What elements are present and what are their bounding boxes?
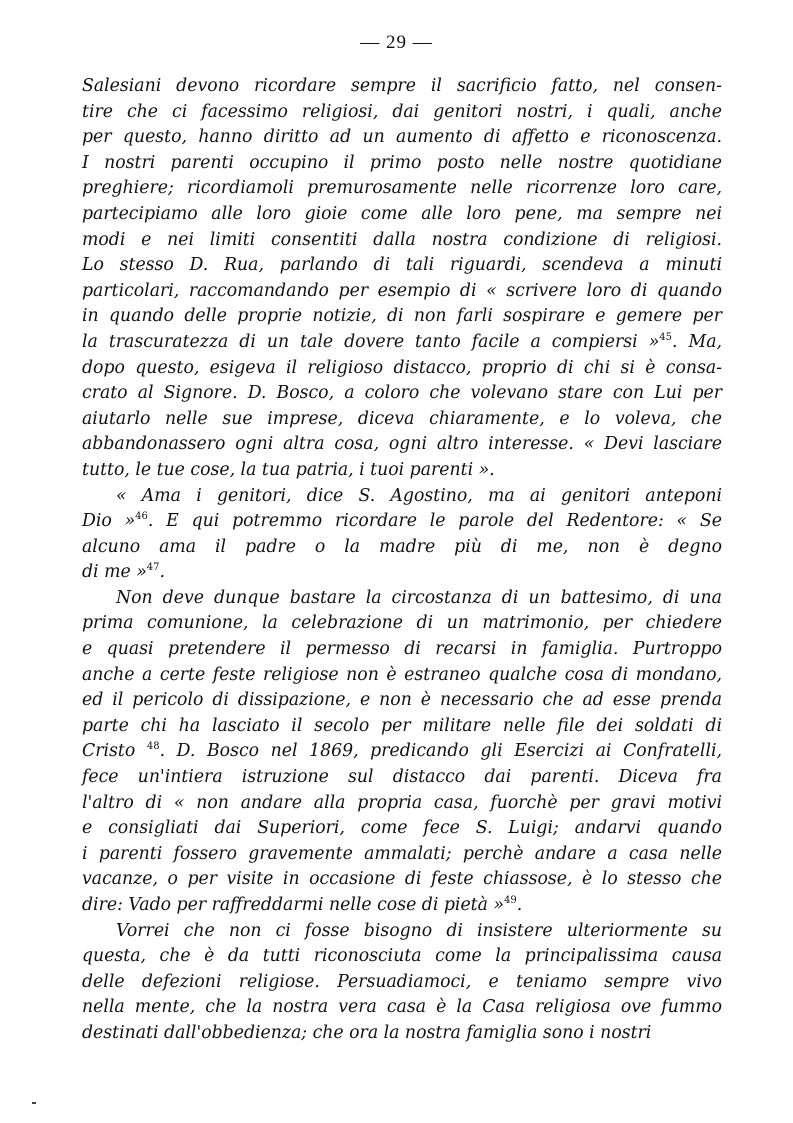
paragraph — [82, 74, 722, 484]
text-line: preghiere; ricordiamoli premurosamente nelle ricorrenze loro care, — [82, 178, 722, 199]
text-line: Vorrei che non ci fosse bisogno di insistere ulteriormente su — [116, 920, 722, 941]
text-line: Salesiani devono ricordare sempre il sacrificio fatto, nel consen- — [82, 76, 722, 96]
text-line: i parenti fossero gravemente ammalati; perchè andare a casa nelle — [82, 843, 722, 864]
page-number: — 29 — — [360, 32, 433, 53]
text-line: delle defezioni religiose. Persuadiamoci, e teniamo sempre vivo — [82, 971, 722, 992]
text-line: e quasi pretendere il permesso di recarsi in famiglia. Purtroppo — [82, 639, 722, 660]
text-line: questa, che è da tutti riconosciuta come la principalissima causa — [82, 946, 722, 967]
text-line: Lo stesso D. Rua, parlando di tali riguardi, scendeva a minuti — [82, 255, 722, 276]
text-line: la trascuratezza di un tale dovere tanto facile a compiersi »$^{45}$. Ma, — [82, 331, 722, 352]
text-line: Dio »$^{46}$. E qui potremmo ricordare le parole del Redentore: « Se — [82, 511, 722, 532]
footnote-marker: 46 — [135, 511, 148, 523]
text-line: abbandonassero ogni altra cosa, ogni altro interesse. « Devi lasciare — [82, 434, 722, 455]
text-line: dopo questo, esigeva il religioso distacco, proprio di chi si è consa- — [82, 357, 722, 378]
paragraph — [82, 484, 722, 586]
text-line: fece un'intiera istruzione sul distacco dai parenti. Diceva fra — [82, 767, 722, 788]
paragraph — [82, 586, 722, 919]
text-line: per questo, hanno diritto ad un aumento di affetto e riconoscenza. — [82, 127, 722, 148]
text-line: particolari, raccomandando per esempio di « scrivere loro di quando — [82, 280, 722, 301]
text-line: tutto, le tue cose, la tua patria, i tuoi parenti ». — [82, 459, 495, 480]
paragraph — [82, 919, 722, 1047]
text-line: modi e nei limiti consentiti dalla nostra condizione di religiosi. — [82, 229, 722, 250]
text-line: parte chi ha lasciato il secolo per militare nelle file dei soldati di — [82, 715, 722, 736]
text-line: « Ama i genitori, dice S. Agostino, ma ai genitori anteponi — [116, 485, 722, 506]
text-line: vacanze, o per visite in occasione di feste chiassose, è lo stesso che — [82, 869, 722, 890]
text-line: ed il pericolo di dissipazione, e non è necessario che ad esse prenda — [82, 690, 722, 711]
footnote-marker: 49 — [504, 895, 517, 907]
text-line: in quando delle proprie notizie, di non farli sospirare e gemere per — [82, 306, 722, 327]
text-line: di me »$^{47}$. — [82, 562, 165, 583]
text-line: alcuno ama il padre o la madre più di me, non è degno — [82, 536, 722, 557]
text-line: crato al Signore. D. Bosco, a coloro che volevano stare con Lui per — [82, 383, 722, 404]
text-line: prima comunione, la celebrazione di un matrimonio, per chiedere — [82, 613, 722, 634]
footnote-marker: 48 — [146, 741, 160, 753]
scan-speck — [32, 1102, 36, 1104]
text-line: I nostri parenti occupino il primo posto nelle nostre quotidiane — [82, 152, 722, 173]
text-line: tire che ci facessimo religiosi, dai genitori nostri, i quali, anche — [82, 101, 722, 122]
text-line: l'altro di « non andare alla propria casa, fuorchè per gravi motivi — [82, 792, 722, 813]
text-line: destinati dall'obbedienza; che ora la nostra famiglia sono i nostri — [82, 1022, 652, 1043]
text-line: dire: Vado per raffreddarmi nelle cose di pietà »$^{49}$. — [82, 895, 523, 915]
text-line: Non deve dunque bastare la circostanza di un battesimo, di una — [116, 587, 722, 608]
text-line: nella mente, che la nostra vera casa è la Casa religiosa ove fummo — [82, 997, 722, 1018]
text-line: aiutarlo nelle sue imprese, diceva chiaramente, e lo voleva, che — [82, 408, 722, 429]
text-line: Cristo $^{48}$. D. Bosco nel 1869, predicando gli Esercizi ai Confratelli, — [82, 741, 722, 762]
body-text — [82, 74, 722, 1047]
text-line: anche a certe feste religiose non è estraneo qualche cosa di mondano, — [82, 664, 722, 685]
footnote-marker: 45 — [659, 332, 672, 344]
footnote-marker: 47 — [146, 562, 160, 574]
text-line: partecipiamo alle loro gioie come alle loro pene, ma sempre nei — [82, 203, 722, 224]
text-line: e consigliati dai Superiori, come fece S. Luigi; andarvi quando — [82, 818, 722, 839]
